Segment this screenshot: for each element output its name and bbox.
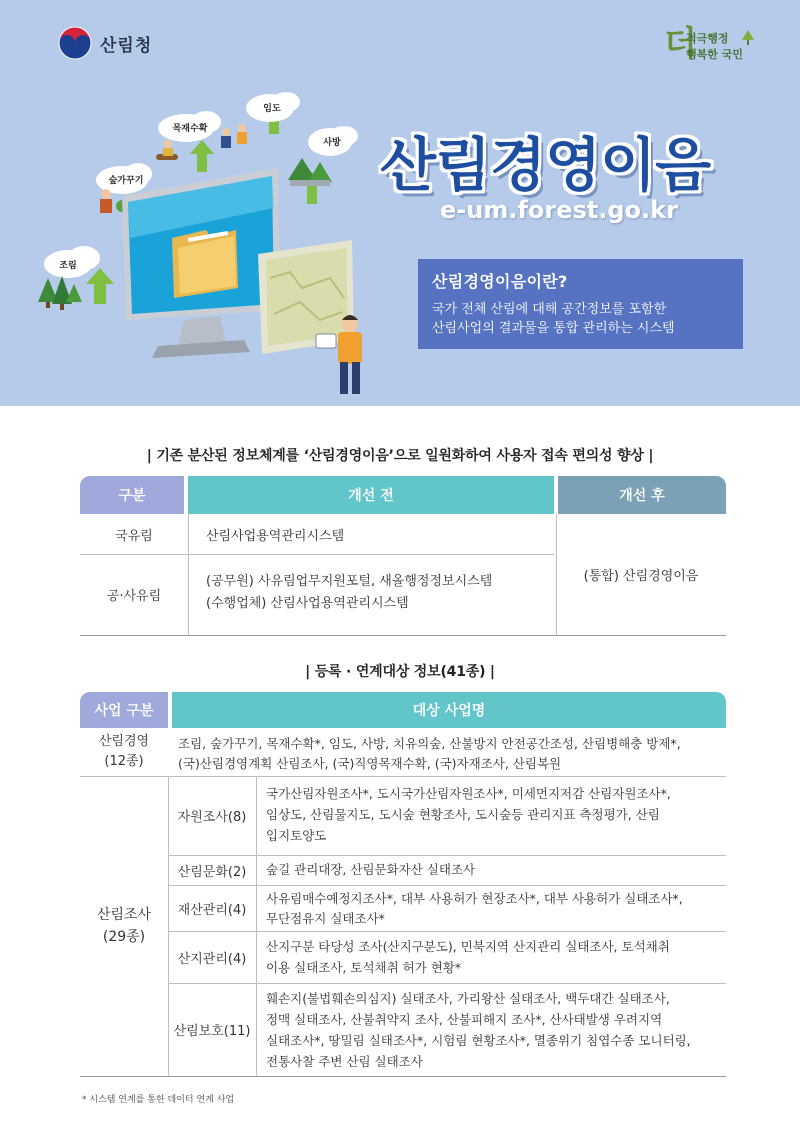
header-business-names: 대상 사업명 bbox=[172, 692, 726, 728]
section1-title: | 기존 분산된 정보체계를 ‘산림경영이음’으로 일원화하여 사용자 접속 편의성 향상 | bbox=[146, 448, 654, 464]
agency-name: 산림청 bbox=[100, 35, 153, 56]
sub-label-property: 재산관리(4) bbox=[177, 902, 247, 918]
sub4-line1: 산지구분 타당성 조사(산지구분도), 민북지역 산지관리 실태조사, 토석채취 bbox=[266, 939, 670, 954]
header-category: 구분 bbox=[80, 476, 184, 514]
sub5-line3: 실태조사*, 땅밀림 실태조사*, 시험림 현황조사*, 멸종위기 침엽수종 모니터링, bbox=[266, 1033, 691, 1048]
header-business-type: 사업 구분 bbox=[80, 692, 168, 728]
intro-box bbox=[418, 259, 743, 349]
group2-label-line1: 산림조사 bbox=[96, 907, 152, 923]
slogan-line2: 행복한 국민 bbox=[686, 48, 743, 61]
header-after: 개선 후 bbox=[558, 476, 726, 514]
slogan-logo bbox=[664, 24, 764, 68]
sub3-line1: 사유림매수예정지조사*, 대부 사용허가 현장조사*, 대부 사용허가 실태조사*, bbox=[266, 891, 683, 906]
leaf-icon bbox=[740, 28, 756, 46]
sub3-line2: 무단점유지 실태조사* bbox=[266, 911, 385, 926]
row2-category: 공·사유림 bbox=[106, 589, 162, 604]
erosion-control-icon bbox=[288, 158, 332, 186]
group1-line2: (국)산림경영계획 산림조사, (국)직영목재수확, (국)자재조사, 산림복원 bbox=[178, 756, 562, 771]
slogan-initial: 더 bbox=[664, 24, 697, 64]
footnote: * 시스템 연계를 통한 데이터 연계 사업 bbox=[82, 1095, 235, 1105]
section2-title: | 등록 · 연계대상 정보(41종) | bbox=[305, 664, 495, 680]
table-bottom-border bbox=[80, 635, 726, 636]
intro-line-1: 국가 전체 산림에 대해 공간정보를 포함한 bbox=[432, 302, 667, 317]
forest-trees-icon bbox=[38, 276, 82, 310]
column-divider bbox=[256, 776, 257, 1076]
sub1-line1: 국가산림자원조사*, 도시국가산림자원조사*, 미세먼지저감 산림자원조사*, bbox=[266, 786, 671, 801]
hero-illustration bbox=[30, 88, 390, 406]
group1-label-line2: (12종) bbox=[104, 754, 144, 769]
bubble-label-1: 숲가꾸기 bbox=[108, 176, 144, 186]
group1-label bbox=[80, 728, 168, 776]
group1-label-line1: 산림경영 bbox=[98, 734, 150, 749]
bubble-label-2: 목재수확 bbox=[172, 124, 208, 134]
sub4-line2: 이용 실태조사, 토석채취 허가 현황* bbox=[266, 960, 462, 975]
site-url[interactable]: e-um.forest.go.kr bbox=[440, 196, 678, 224]
sub1-line2: 임상도, 산림물지도, 도시숲 현황조사, 도시숲등 관리지표 측정평가, 산림 bbox=[266, 807, 660, 822]
sub-label-resources: 자원조사(8) bbox=[177, 810, 247, 825]
row2-before-line2: (수행업체) 산림사업용역관리시스템 bbox=[206, 596, 409, 611]
road-workers-icon bbox=[221, 124, 247, 148]
sub5-line2: 정맥 실태조사, 산불취약지 조사, 산불피해지 조사*, 산사태발생 우려지역 bbox=[266, 1012, 663, 1027]
hero-banner bbox=[0, 0, 800, 406]
row1-category: 국유림 bbox=[115, 528, 153, 544]
row1-before: 산림사업용역관리시스템 bbox=[206, 528, 345, 544]
after-value: (통합) 산림경영이음 bbox=[583, 569, 699, 584]
intro-line-2: 산림사업의 결과물을 통합 관리하는 시스템 bbox=[432, 321, 675, 336]
sub-label-land: 산지관리(4) bbox=[177, 951, 247, 967]
hero-title: 산림경영이음 bbox=[380, 131, 711, 199]
column-divider bbox=[188, 514, 189, 635]
row2-before-line1: (공무원) 사유림업무지원포털, 새올행정정보시스템 bbox=[206, 574, 493, 589]
sub-label-culture: 산림문화(2) bbox=[177, 864, 247, 880]
sub-label-protection: 산림보호(11) bbox=[173, 1024, 251, 1039]
bubble-label-0: 조림 bbox=[59, 261, 77, 271]
bubble-label-3: 임도 bbox=[263, 104, 281, 114]
bubble-label-4: 사방 bbox=[323, 138, 341, 148]
slogan-line1: 적극행정 bbox=[686, 32, 729, 45]
group2-label-line2: (29종) bbox=[102, 929, 146, 945]
intro-question: 산림경영이음이란? bbox=[432, 272, 568, 291]
header-before: 개선 전 bbox=[188, 476, 554, 514]
sub5-line1: 훼손지(불법훼손의심지) 실태조사, 가리왕산 실태조사, 백두대간 실태조사, bbox=[266, 991, 670, 1006]
folder-icon bbox=[172, 230, 238, 298]
sub2-line1: 숲길 관리대장, 산림문화자산 실태조사 bbox=[266, 862, 476, 877]
group1-line1: 조림, 숲가꾸기, 목재수확*, 임도, 사방, 치유의숲, 산불방지 안전공간조성, 산림병해충 방제*, bbox=[178, 736, 681, 751]
sub1-line3: 입지토양도 bbox=[266, 828, 327, 843]
agency-emblem-icon bbox=[58, 26, 92, 60]
group2-label bbox=[80, 776, 168, 1076]
agency-brand bbox=[58, 26, 152, 60]
sub5-line4: 전통사찰 주변 산림 실태조사 bbox=[266, 1054, 423, 1069]
table-bottom-border bbox=[80, 1076, 726, 1077]
logger-figure-icon bbox=[156, 140, 178, 160]
comparison-table bbox=[80, 476, 726, 636]
